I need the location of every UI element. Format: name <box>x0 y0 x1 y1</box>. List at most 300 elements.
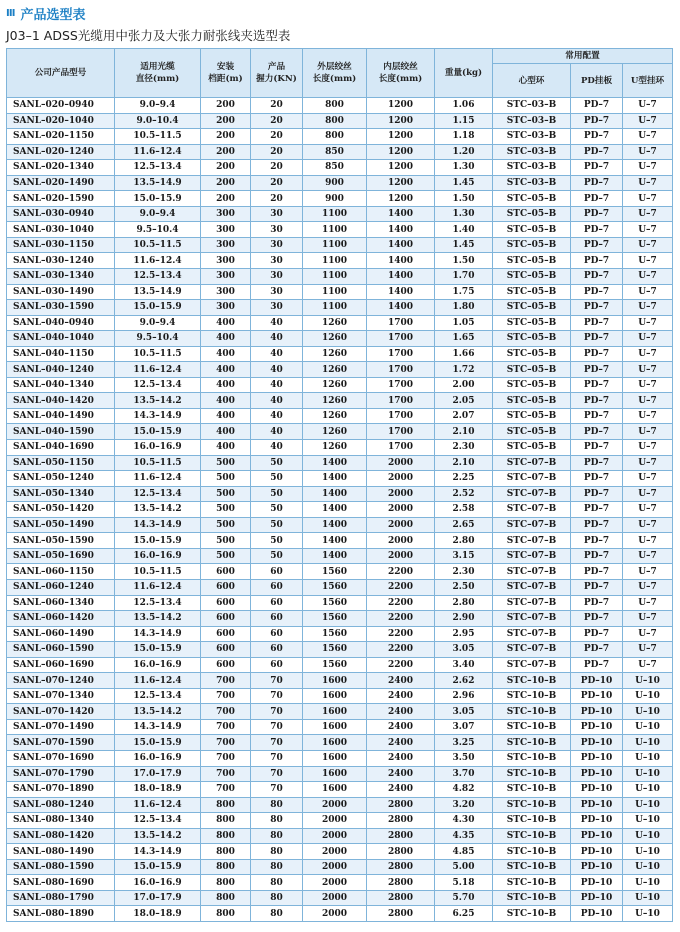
cell-weight: 1.30 <box>435 160 493 176</box>
cell-outer-length: 1560 <box>303 626 367 642</box>
cell-weight: 5.70 <box>435 890 493 906</box>
cell-inner-length: 2800 <box>367 906 435 922</box>
cell-grip: 50 <box>251 548 303 564</box>
cell-outer-length: 1260 <box>303 408 367 424</box>
cell-model: SANL–050–1690 <box>7 548 115 564</box>
cell-outer-length: 2000 <box>303 844 367 860</box>
cell-weight: 1.75 <box>435 284 493 300</box>
cell-u: U–10 <box>623 735 673 751</box>
cell-span: 400 <box>201 408 251 424</box>
cell-thimble: STC–05–B <box>493 408 571 424</box>
cell-grip: 20 <box>251 144 303 160</box>
cell-inner-length: 1200 <box>367 144 435 160</box>
table-row <box>7 300 673 316</box>
table-row <box>7 906 673 922</box>
cell-model: SANL–050–1240 <box>7 471 115 487</box>
cell-inner-length: 1700 <box>367 362 435 378</box>
table-row <box>7 564 673 580</box>
cell-span: 200 <box>201 129 251 145</box>
cell-pd: PD–10 <box>571 782 623 798</box>
cell-inner-length: 2000 <box>367 548 435 564</box>
cell-thimble: STC–07–B <box>493 486 571 502</box>
table-row <box>7 642 673 658</box>
cell-model: SANL–070–1890 <box>7 782 115 798</box>
cell-diameter: 12.5–13.4 <box>115 813 201 829</box>
cell-diameter: 10.5–11.5 <box>115 129 201 145</box>
cell-weight: 2.30 <box>435 440 493 456</box>
cell-diameter: 9.0–10.4 <box>115 113 201 129</box>
cell-thimble: STC–05–B <box>493 440 571 456</box>
cell-span: 700 <box>201 750 251 766</box>
cell-outer-length: 1260 <box>303 331 367 347</box>
cell-diameter: 11.6–12.4 <box>115 673 201 689</box>
cell-weight: 2.62 <box>435 673 493 689</box>
cell-pd: PD–7 <box>571 408 623 424</box>
cell-u: U–10 <box>623 890 673 906</box>
cell-thimble: STC–10–B <box>493 750 571 766</box>
header-config: 常用配置 <box>493 49 673 64</box>
cell-outer-length: 1560 <box>303 579 367 595</box>
cell-u: U–7 <box>623 642 673 658</box>
cell-span: 200 <box>201 175 251 191</box>
cell-u: U–10 <box>623 688 673 704</box>
cell-diameter: 9.5–10.4 <box>115 222 201 238</box>
cell-model: SANL–070–1590 <box>7 735 115 751</box>
table-row <box>7 579 673 595</box>
cell-inner-length: 1700 <box>367 315 435 331</box>
cell-inner-length: 2000 <box>367 517 435 533</box>
table-row <box>7 782 673 798</box>
cell-pd: PD–10 <box>571 859 623 875</box>
table-row <box>7 688 673 704</box>
cell-outer-length: 1260 <box>303 424 367 440</box>
cell-model: SANL–060–1420 <box>7 611 115 627</box>
cell-outer-length: 1600 <box>303 719 367 735</box>
cell-grip: 30 <box>251 222 303 238</box>
cell-model: SANL–070–1690 <box>7 750 115 766</box>
cell-grip: 80 <box>251 828 303 844</box>
cell-weight: 2.07 <box>435 408 493 424</box>
cell-span: 700 <box>201 719 251 735</box>
cell-span: 300 <box>201 284 251 300</box>
cell-grip: 30 <box>251 300 303 316</box>
cell-u: U–7 <box>623 471 673 487</box>
cell-u: U–7 <box>623 113 673 129</box>
cell-inner-length: 2400 <box>367 766 435 782</box>
cell-model: SANL–020–1340 <box>7 160 115 176</box>
table-row <box>7 362 673 378</box>
cell-weight: 1.50 <box>435 253 493 269</box>
cell-inner-length: 2200 <box>367 611 435 627</box>
cell-u: U–7 <box>623 144 673 160</box>
cell-diameter: 13.5–14.2 <box>115 502 201 518</box>
table-row <box>7 735 673 751</box>
cell-weight: 3.70 <box>435 766 493 782</box>
cell-diameter: 17.0–17.9 <box>115 890 201 906</box>
cell-outer-length: 1100 <box>303 206 367 222</box>
cell-u: U–7 <box>623 455 673 471</box>
cell-weight: 3.25 <box>435 735 493 751</box>
cell-outer-length: 1260 <box>303 440 367 456</box>
cell-diameter: 10.5–11.5 <box>115 455 201 471</box>
cell-pd: PD–7 <box>571 424 623 440</box>
cell-model: SANL–040–1040 <box>7 331 115 347</box>
cell-grip: 40 <box>251 440 303 456</box>
cell-weight: 1.18 <box>435 129 493 145</box>
cell-model: SANL–060–1690 <box>7 657 115 673</box>
cell-model: SANL–040–0940 <box>7 315 115 331</box>
cell-u: U–7 <box>623 160 673 176</box>
cell-span: 500 <box>201 486 251 502</box>
table-row <box>7 175 673 191</box>
cell-span: 700 <box>201 673 251 689</box>
cell-span: 600 <box>201 611 251 627</box>
cell-outer-length: 1400 <box>303 548 367 564</box>
cell-thimble: STC–05–B <box>493 424 571 440</box>
cell-pd: PD–7 <box>571 455 623 471</box>
cell-inner-length: 2800 <box>367 859 435 875</box>
cell-pd: PD–7 <box>571 346 623 362</box>
cell-outer-length: 1560 <box>303 595 367 611</box>
table-row <box>7 859 673 875</box>
cell-u: U–7 <box>623 269 673 285</box>
cell-span: 700 <box>201 688 251 704</box>
cell-thimble: STC–10–B <box>493 890 571 906</box>
cell-diameter: 16.0–16.9 <box>115 875 201 891</box>
cell-inner-length: 1400 <box>367 253 435 269</box>
cell-outer-length: 2000 <box>303 890 367 906</box>
cell-outer-length: 900 <box>303 175 367 191</box>
cell-thimble: STC–05–B <box>493 331 571 347</box>
cell-thimble: STC–10–B <box>493 813 571 829</box>
cell-span: 200 <box>201 113 251 129</box>
cell-inner-length: 2800 <box>367 844 435 860</box>
cell-thimble: STC–05–B <box>493 362 571 378</box>
cell-outer-length: 1100 <box>303 222 367 238</box>
cell-grip: 60 <box>251 642 303 658</box>
cell-weight: 3.05 <box>435 642 493 658</box>
cell-thimble: STC–07–B <box>493 611 571 627</box>
table-row <box>7 393 673 409</box>
cell-thimble: STC–07–B <box>493 564 571 580</box>
cell-weight: 5.18 <box>435 875 493 891</box>
cell-grip: 40 <box>251 377 303 393</box>
cell-grip: 80 <box>251 859 303 875</box>
cell-span: 600 <box>201 626 251 642</box>
cell-span: 300 <box>201 300 251 316</box>
cell-u: U–7 <box>623 284 673 300</box>
cell-pd: PD–7 <box>571 144 623 160</box>
cell-diameter: 15.0–15.9 <box>115 859 201 875</box>
cell-pd: PD–10 <box>571 766 623 782</box>
cell-outer-length: 2000 <box>303 906 367 922</box>
header-inner-length: 内层绞丝 长度(mm) <box>367 49 435 98</box>
cell-diameter: 12.5–13.4 <box>115 160 201 176</box>
cell-diameter: 15.0–15.9 <box>115 191 201 207</box>
cell-grip: 20 <box>251 191 303 207</box>
cell-diameter: 15.0–15.9 <box>115 533 201 549</box>
cell-outer-length: 2000 <box>303 797 367 813</box>
table-row <box>7 611 673 627</box>
cell-span: 400 <box>201 377 251 393</box>
cell-pd: PD–7 <box>571 362 623 378</box>
cell-grip: 40 <box>251 424 303 440</box>
cell-span: 600 <box>201 657 251 673</box>
cell-outer-length: 1260 <box>303 393 367 409</box>
cell-thimble: STC–10–B <box>493 797 571 813</box>
cell-thimble: STC–05–B <box>493 315 571 331</box>
cell-u: U–10 <box>623 875 673 891</box>
cell-span: 500 <box>201 471 251 487</box>
cell-thimble: STC–10–B <box>493 828 571 844</box>
cell-weight: 1.45 <box>435 175 493 191</box>
cell-model: SANL–050–1340 <box>7 486 115 502</box>
cell-pd: PD–7 <box>571 113 623 129</box>
cell-inner-length: 2800 <box>367 797 435 813</box>
cell-inner-length: 2400 <box>367 719 435 735</box>
cell-grip: 40 <box>251 346 303 362</box>
table-row <box>7 377 673 393</box>
cell-thimble: STC–07–B <box>493 517 571 533</box>
cell-diameter: 11.6–12.4 <box>115 579 201 595</box>
cell-pd: PD–7 <box>571 440 623 456</box>
cell-model: SANL–060–1240 <box>7 579 115 595</box>
section-title: 产品选型表 <box>20 7 86 23</box>
cell-span: 400 <box>201 362 251 378</box>
cell-outer-length: 2000 <box>303 813 367 829</box>
cell-weight: 3.50 <box>435 750 493 766</box>
cell-u: U–7 <box>623 440 673 456</box>
cell-span: 400 <box>201 346 251 362</box>
cell-weight: 4.85 <box>435 844 493 860</box>
table-row <box>7 315 673 331</box>
cell-diameter: 16.0–16.9 <box>115 750 201 766</box>
cell-u: U–7 <box>623 237 673 253</box>
cell-span: 300 <box>201 222 251 238</box>
cell-model: SANL–070–1420 <box>7 704 115 720</box>
cell-inner-length: 2800 <box>367 828 435 844</box>
cell-weight: 2.96 <box>435 688 493 704</box>
cell-pd: PD–7 <box>571 269 623 285</box>
cell-thimble: STC–10–B <box>493 735 571 751</box>
cell-diameter: 11.6–12.4 <box>115 797 201 813</box>
cell-inner-length: 2000 <box>367 486 435 502</box>
cell-u: U–10 <box>623 766 673 782</box>
cell-pd: PD–10 <box>571 797 623 813</box>
table-row <box>7 160 673 176</box>
cell-weight: 2.10 <box>435 424 493 440</box>
cell-inner-length: 1200 <box>367 113 435 129</box>
cell-weight: 3.05 <box>435 704 493 720</box>
cell-pd: PD–7 <box>571 486 623 502</box>
cell-weight: 1.66 <box>435 346 493 362</box>
cell-inner-length: 1400 <box>367 222 435 238</box>
cell-thimble: STC–10–B <box>493 719 571 735</box>
cell-model: SANL–030–1340 <box>7 269 115 285</box>
cell-outer-length: 1100 <box>303 253 367 269</box>
cell-inner-length: 2200 <box>367 564 435 580</box>
cell-u: U–7 <box>623 486 673 502</box>
cell-model: SANL–040–1340 <box>7 377 115 393</box>
cell-thimble: STC–10–B <box>493 844 571 860</box>
cell-diameter: 11.6–12.4 <box>115 253 201 269</box>
cell-grip: 70 <box>251 735 303 751</box>
cell-pd: PD–7 <box>571 517 623 533</box>
cell-pd: PD–10 <box>571 828 623 844</box>
header-span: 安装 档距(m) <box>201 49 251 98</box>
cell-span: 800 <box>201 906 251 922</box>
cell-diameter: 10.5–11.5 <box>115 564 201 580</box>
cell-grip: 70 <box>251 688 303 704</box>
cell-diameter: 15.0–15.9 <box>115 424 201 440</box>
section-marker: Ⅲ <box>6 7 15 19</box>
cell-outer-length: 1600 <box>303 766 367 782</box>
cell-model: SANL–030–0940 <box>7 206 115 222</box>
cell-pd: PD–7 <box>571 191 623 207</box>
table-row <box>7 657 673 673</box>
cell-u: U–7 <box>623 611 673 627</box>
cell-outer-length: 1100 <box>303 237 367 253</box>
cell-model: SANL–080–1420 <box>7 828 115 844</box>
cell-u: U–7 <box>623 175 673 191</box>
cell-u: U–7 <box>623 253 673 269</box>
table-row <box>7 875 673 891</box>
table-row <box>7 113 673 129</box>
cell-grip: 40 <box>251 393 303 409</box>
table-row <box>7 144 673 160</box>
table-row <box>7 408 673 424</box>
cell-pd: PD–7 <box>571 315 623 331</box>
cell-span: 200 <box>201 144 251 160</box>
cell-outer-length: 2000 <box>303 859 367 875</box>
cell-span: 300 <box>201 269 251 285</box>
cell-weight: 1.30 <box>435 206 493 222</box>
table-row <box>7 191 673 207</box>
cell-u: U–10 <box>623 782 673 798</box>
cell-grip: 30 <box>251 253 303 269</box>
cell-pd: PD–7 <box>571 626 623 642</box>
cell-grip: 40 <box>251 331 303 347</box>
cell-u: U–7 <box>623 657 673 673</box>
cell-thimble: STC–03–B <box>493 160 571 176</box>
cell-pd: PD–10 <box>571 735 623 751</box>
cell-u: U–7 <box>623 191 673 207</box>
cell-weight: 1.50 <box>435 191 493 207</box>
cell-span: 700 <box>201 766 251 782</box>
cell-grip: 30 <box>251 237 303 253</box>
cell-pd: PD–10 <box>571 906 623 922</box>
table-row <box>7 844 673 860</box>
cell-weight: 2.80 <box>435 533 493 549</box>
cell-outer-length: 1600 <box>303 704 367 720</box>
cell-diameter: 16.0–16.9 <box>115 440 201 456</box>
cell-model: SANL–070–1790 <box>7 766 115 782</box>
cell-grip: 40 <box>251 362 303 378</box>
cell-outer-length: 1400 <box>303 517 367 533</box>
cell-weight: 2.65 <box>435 517 493 533</box>
table-row <box>7 440 673 456</box>
cell-model: SANL–080–1490 <box>7 844 115 860</box>
cell-inner-length: 2400 <box>367 704 435 720</box>
cell-weight: 4.30 <box>435 813 493 829</box>
table-row <box>7 595 673 611</box>
cell-grip: 60 <box>251 626 303 642</box>
cell-model: SANL–050–1420 <box>7 502 115 518</box>
table-row <box>7 797 673 813</box>
table-row <box>7 253 673 269</box>
cell-span: 400 <box>201 393 251 409</box>
cell-weight: 1.05 <box>435 315 493 331</box>
cell-outer-length: 800 <box>303 98 367 114</box>
cell-inner-length: 2000 <box>367 455 435 471</box>
cell-diameter: 12.5–13.4 <box>115 486 201 502</box>
cell-thimble: STC–07–B <box>493 579 571 595</box>
cell-weight: 1.06 <box>435 98 493 114</box>
cell-pd: PD–7 <box>571 471 623 487</box>
cell-weight: 1.45 <box>435 237 493 253</box>
cell-weight: 2.00 <box>435 377 493 393</box>
cell-span: 400 <box>201 331 251 347</box>
cell-inner-length: 1400 <box>367 300 435 316</box>
cell-grip: 20 <box>251 113 303 129</box>
cell-outer-length: 1400 <box>303 502 367 518</box>
table-row <box>7 331 673 347</box>
cell-model: SANL–050–1150 <box>7 455 115 471</box>
cell-u: U–7 <box>623 626 673 642</box>
cell-u: U–7 <box>623 331 673 347</box>
cell-diameter: 10.5–11.5 <box>115 346 201 362</box>
table-row <box>7 206 673 222</box>
cell-inner-length: 2000 <box>367 533 435 549</box>
cell-pd: PD–7 <box>571 300 623 316</box>
table-row <box>7 719 673 735</box>
cell-grip: 60 <box>251 595 303 611</box>
document-title: J03–1 ADSS光缆用中张力及大张力耐张线夹选型表 <box>6 28 291 43</box>
cell-thimble: STC–03–B <box>493 113 571 129</box>
cell-grip: 80 <box>251 844 303 860</box>
cell-outer-length: 1600 <box>303 782 367 798</box>
cell-pd: PD–10 <box>571 890 623 906</box>
cell-grip: 20 <box>251 175 303 191</box>
cell-model: SANL–060–1590 <box>7 642 115 658</box>
cell-model: SANL–060–1490 <box>7 626 115 642</box>
cell-pd: PD–7 <box>571 98 623 114</box>
cell-inner-length: 2200 <box>367 642 435 658</box>
cell-diameter: 15.0–15.9 <box>115 300 201 316</box>
cell-thimble: STC–07–B <box>493 533 571 549</box>
section-heading <box>6 3 85 23</box>
cell-grip: 50 <box>251 533 303 549</box>
cell-diameter: 9.0–9.4 <box>115 315 201 331</box>
cell-span: 700 <box>201 704 251 720</box>
cell-weight: 5.00 <box>435 859 493 875</box>
cell-u: U–10 <box>623 719 673 735</box>
cell-inner-length: 2400 <box>367 735 435 751</box>
cell-span: 500 <box>201 455 251 471</box>
cell-model: SANL–040–1150 <box>7 346 115 362</box>
cell-grip: 30 <box>251 284 303 300</box>
table-row <box>7 626 673 642</box>
cell-pd: PD–10 <box>571 844 623 860</box>
cell-thimble: STC–10–B <box>493 704 571 720</box>
cell-diameter: 15.0–15.9 <box>115 642 201 658</box>
cell-thimble: STC–07–B <box>493 657 571 673</box>
cell-pd: PD–7 <box>571 222 623 238</box>
cell-model: SANL–030–1590 <box>7 300 115 316</box>
cell-span: 200 <box>201 191 251 207</box>
cell-outer-length: 1400 <box>303 471 367 487</box>
cell-pd: PD–7 <box>571 595 623 611</box>
